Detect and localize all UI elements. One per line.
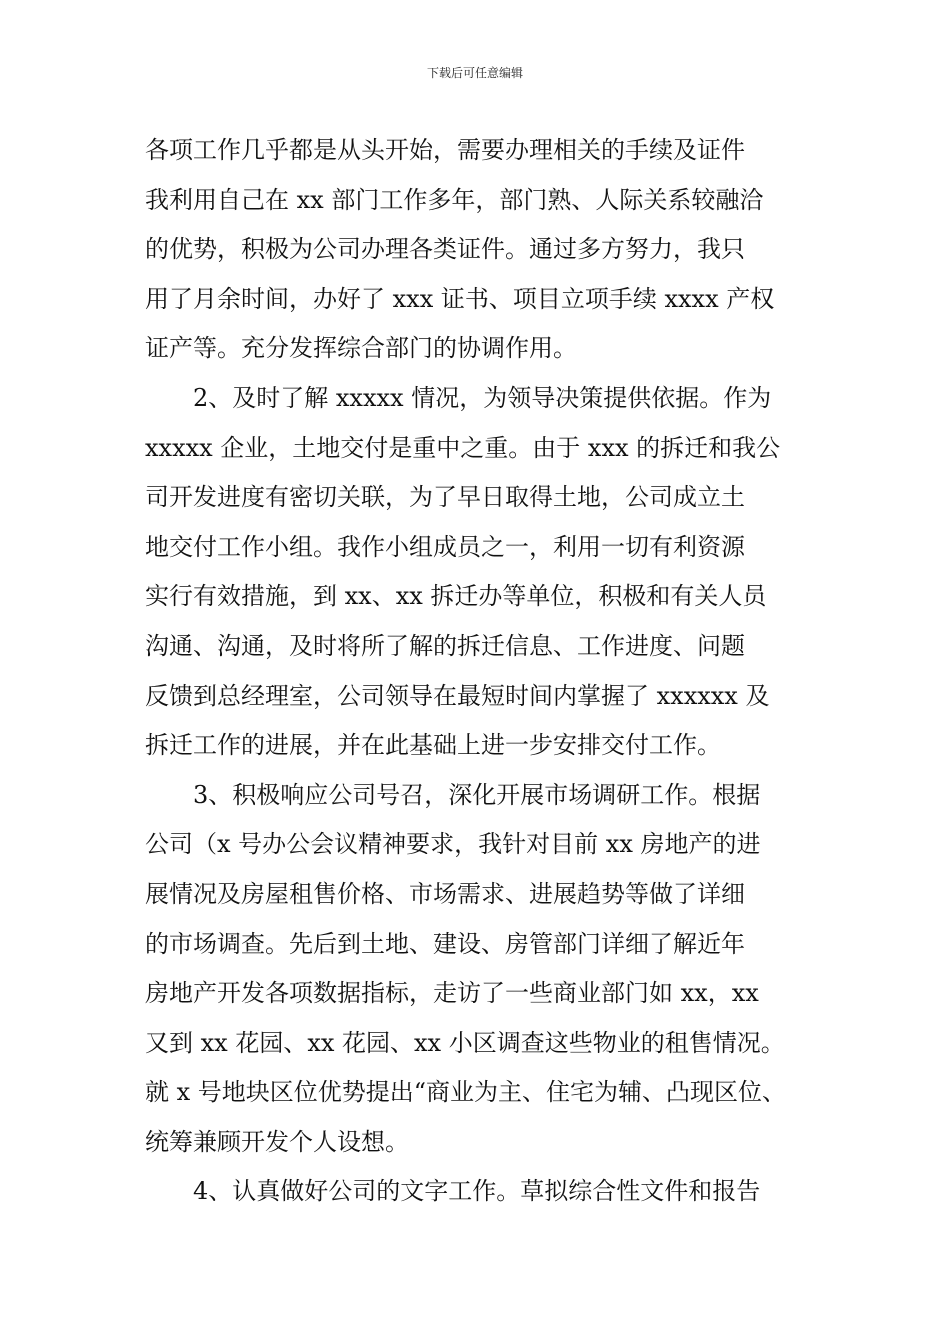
text-line: 拆迁工作的进展，并在此基础上进一步安排交付工作。 (145, 731, 721, 760)
text-line: 沟通、沟通，及时将所了解的拆迁信息、工作进度、问题 (145, 631, 745, 660)
paragraph-start-line: 3、积极响应公司号召，深化开展市场调研工作。根据 (193, 780, 761, 809)
text-line: 司开发进度有密切关联，为了早日取得土地，公司成立土 (145, 483, 745, 512)
text-line: 证产等。充分发挥综合部门的协调作用。 (145, 334, 577, 363)
text-line: 公司（x 号办公会议精神要求，我针对目前 xx 房地产的进 (145, 830, 761, 859)
text-line: 的市场调查。先后到土地、建设、房管部门详细了解近年 (145, 929, 745, 958)
text-line: xxxxx 企业，土地交付是重中之重。由于 xxx 的拆迁和我公 (145, 433, 781, 462)
text-line: 统筹兼顾开发个人设想。 (145, 1127, 409, 1156)
page-header-note: 下载后可任意编辑 (426, 66, 523, 80)
text-line: 地交付工作小组。我作小组成员之一，利用一切有利资源 (145, 532, 745, 561)
text-line: 的优势，积极为公司办理各类证件。通过多方努力，我只 (145, 235, 745, 264)
text-line: 我利用自己在 xx 部门工作多年，部门熟、人际关系较融洽 (145, 185, 764, 214)
text-line: 展情况及房屋租售价格、市场需求、进展趋势等做了详细 (145, 879, 745, 908)
text-line: 各项工作几乎都是从头开始，需要办理相关的手续及证件 (145, 136, 745, 164)
text-line: 就 x 号地块区位优势提出“商业为主、住宅为辅、凸现区位、 (145, 1078, 787, 1107)
paragraph-start-line: 2、及时了解 xxxxx 情况，为领导决策提供依据。作为 (193, 383, 772, 412)
text-line: 反馈到总经理室，公司领导在最短时间内掌握了 xxxxxx 及 (145, 681, 770, 710)
document-body (145, 126, 815, 1217)
paragraph-start-line: 4、认真做好公司的文字工作。草拟综合性文件和报告 (193, 1177, 761, 1206)
text-line: 又到 xx 花园、xx 花园、xx 小区调查这些物业的租售情况。 (145, 1028, 785, 1057)
text-line: 房地产开发各项数据指标，走访了一些商业部门如 xx，xx (145, 979, 759, 1008)
text-line: 实行有效措施，到 xx、xx 拆迁办等单位，积极和有关人员 (145, 582, 767, 611)
text-line: 用了月余时间，办好了 xxx 证书、项目立项手续 xxxx 产权 (145, 284, 775, 313)
